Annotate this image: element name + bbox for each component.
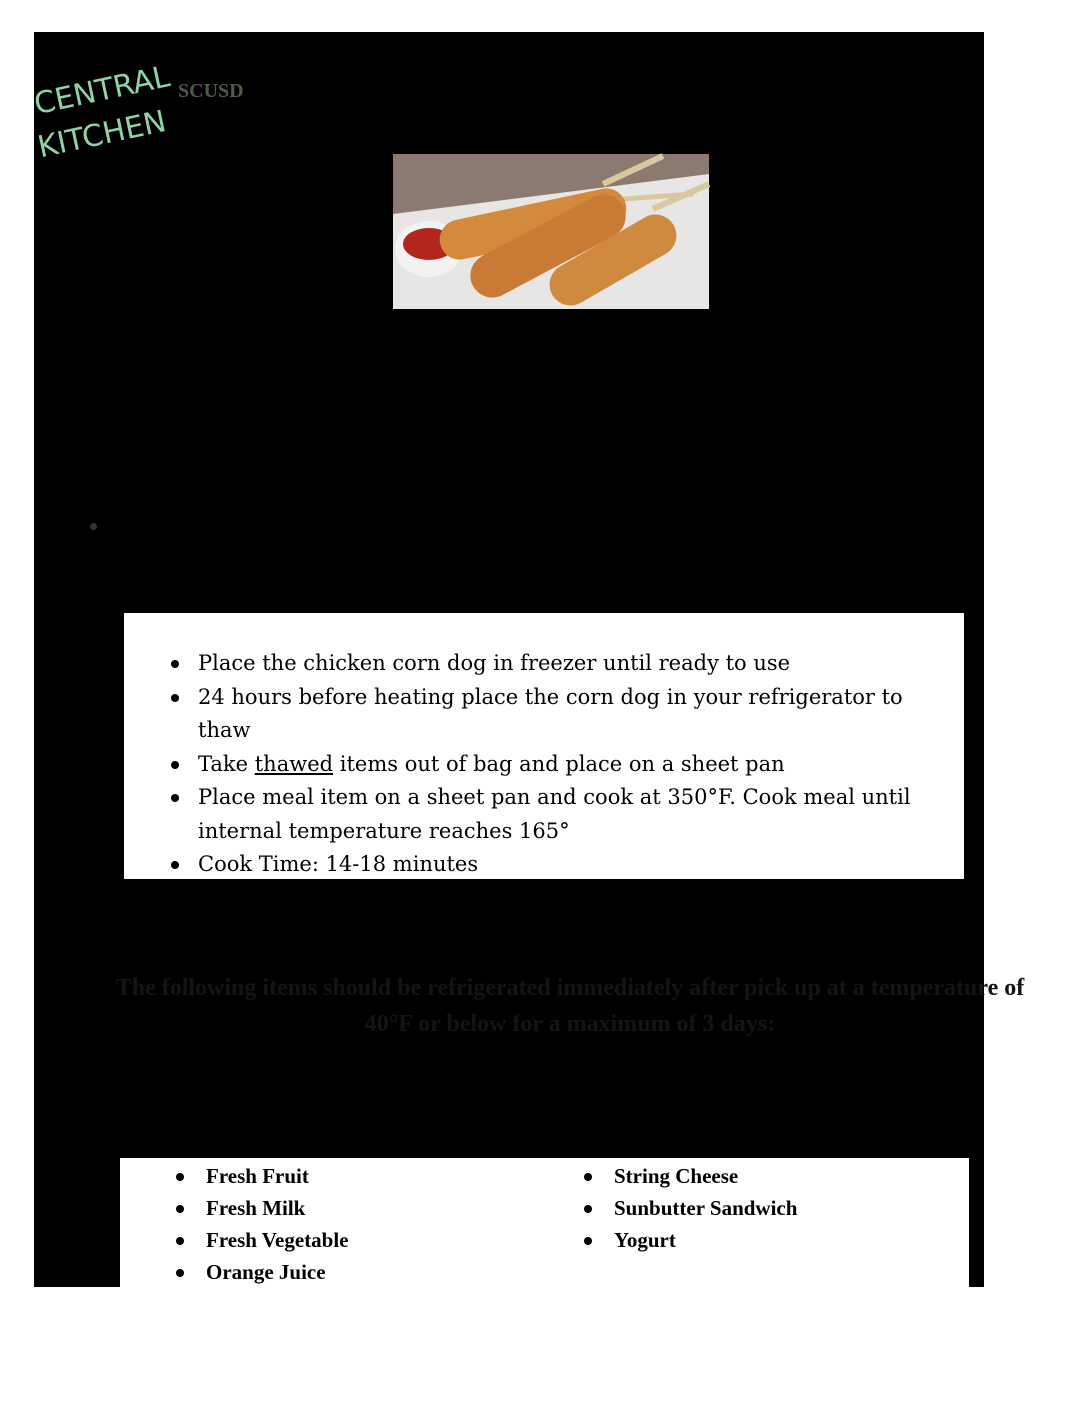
heating-instructions-box [124,613,964,879]
central-kitchen-logo [31,52,173,172]
items-column-2 [580,1160,797,1256]
list-item: Sunbutter Sandwich [580,1192,797,1224]
instruction-item: Cook Time: 14-18 minutes [168,848,938,882]
document-page [31,32,1025,1287]
instruction-item: 24 hours before heating place the corn dog in your refrigerator to thaw [168,681,938,748]
instructions-list [168,647,938,882]
logo-line-2: KITCHEN [34,104,170,166]
list-item: Yogurt [580,1224,797,1256]
list-item: Fresh Vegetable [172,1224,349,1256]
instruction-item: Place meal item on a sheet pan and cook at 350°F. Cook meal until internal temperature reaches 165° [168,781,938,848]
instruction-item: Place the chicken corn dog in freezer until ready to use [168,647,938,681]
stray-bullet [90,523,97,530]
refrigerated-items-box [120,1158,969,1287]
logo-line-1: CENTRAL [31,59,173,123]
list-item: Fresh Fruit [172,1160,349,1192]
items-column-1 [172,1160,349,1288]
list-item: Fresh Milk [172,1192,349,1224]
org-name: SCUSD [178,80,244,102]
corn-dog-photo [393,154,709,309]
refrigeration-notice: The following items should be refrigerated immediately after pick up at a temperature of 40°F or below for a maximum of 3 days: [115,975,1025,1037]
list-item: Orange Juice [172,1256,349,1288]
list-item: String Cheese [580,1160,797,1192]
instruction-item: Take thawed items out of bag and place on a sheet pan [168,748,938,782]
underlined-word: thawed [254,751,334,776]
